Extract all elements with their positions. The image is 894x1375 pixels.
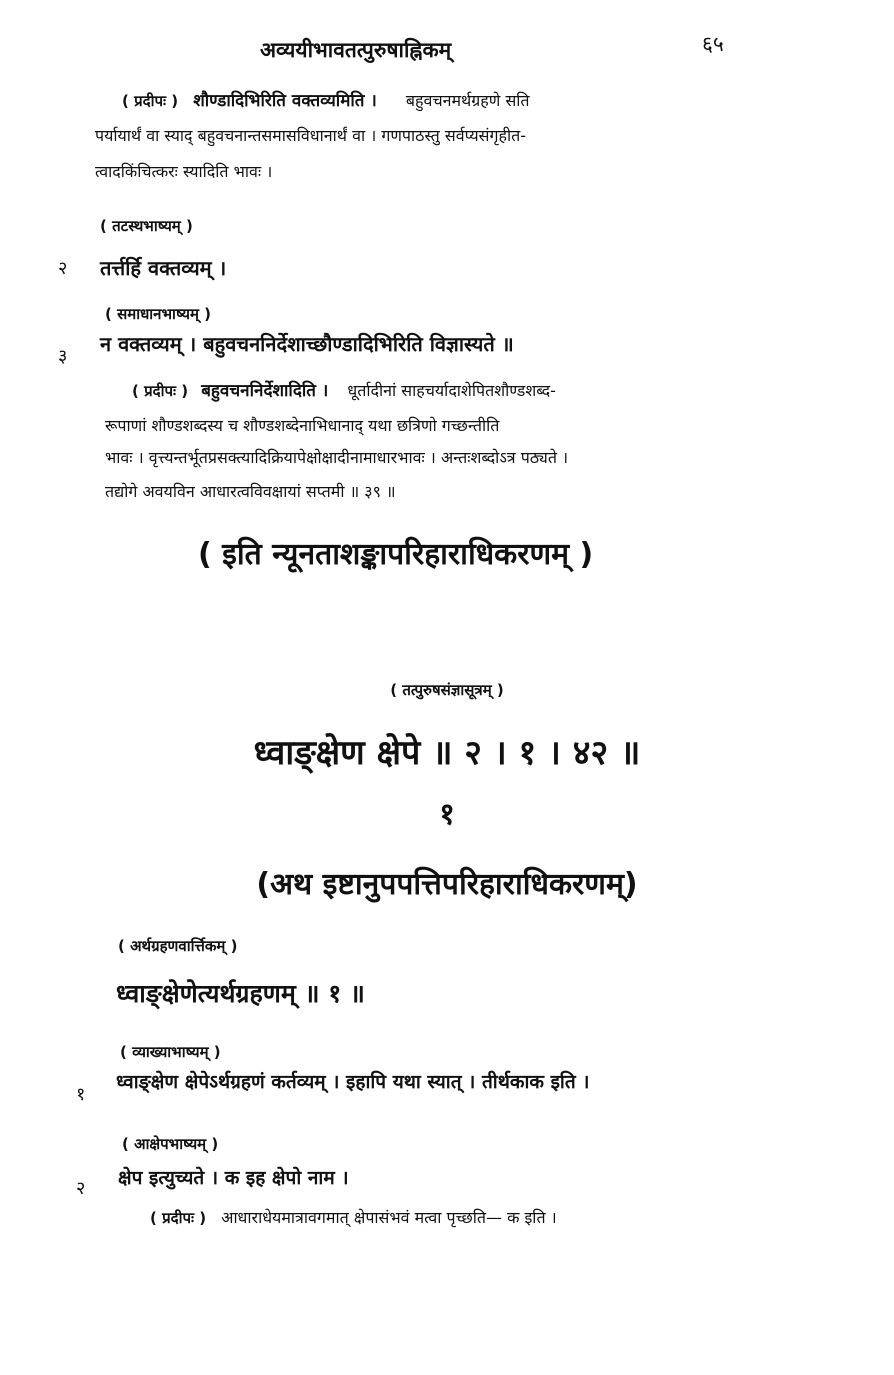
pradipa-text: आधाराधेयमात्रावगमात् क्षेपासंभवं मत्वा पृच्छति— क इति । [221,1208,557,1227]
pradipa-tag: ( प्रदीपः ) [132,382,189,400]
pradipa-2-line-2: रूपाणां शौण्डशब्दस्य च शौण्डशब्देनाभिधानाद् यथा छत्रिणो गच्छन्तीति [105,416,500,435]
pradipa-tag: ( प्रदीपः ) [122,92,179,110]
pradipa-tag: ( प्रदीपः ) [150,1209,207,1227]
pradipa-lead: बहुवचननिर्देशादिति । [201,381,329,401]
pradipa-text: धूर्तादीनां साहचर्यादाशेपितशौण्डशब्द- [347,381,556,400]
pradipa-1-first-line [122,88,530,111]
page-number: ६५ [702,32,724,56]
bhashya-line-2: तर्त्तर्हि वक्तव्यम् । [100,256,227,280]
item-number-3: ३ [58,346,68,367]
pradipa-3 [150,1206,557,1228]
varttika-text: ध्वाङ्क्षेणेत्यर्थग्रहणम् ॥ १ ॥ [116,979,365,1008]
pradipa-2-first-line [132,378,556,401]
label-akshepa-bhashya: ( आक्षेपभाष्यम् ) [122,1135,219,1153]
pradipa-1-line-2: पर्यायार्थं वा स्याद् बहुवचनान्तसमासविधानार्थं वा । गणपाठस्तु सर्वप्यसंगृहीत- [95,126,527,145]
running-title: अव्ययीभावतत्पुरुषाह्निकम् [260,38,452,62]
adhikarana-title: (अथ इष्टानुपपत्तिपरिहाराधिकरणम्) [256,867,638,902]
pradipa-2-line-4: तद्योगे अवयविन आधारत्वविवक्षायां सप्तमी ॥ ३९ ॥ [105,482,396,501]
pradipa-1-line-3: त्वादकिंचित्करः स्यादिति भावः । [95,162,273,181]
label-vyakhya-bhashya: ( व्याख्याभाष्यम् ) [120,1043,221,1061]
vyakhya-line-1: ध्वाङ्क्षेण क्षेपेऽर्थग्रहणं कर्तव्यम् । इहापि यथा स्यात् । तीर्थकाक इति । [116,1071,590,1093]
pradipa-text: बहुवचनमर्थग्रहणे सति [405,91,530,110]
item-number-2b: २ [76,1178,86,1199]
item-number-1: १ [76,1084,86,1105]
label-samadhana-bhashya: ( समाधानभाष्यम् ) [105,305,212,323]
label-sutra: ( तत्पुरुषसंज्ञासूत्रम् ) [390,681,504,699]
label-tatastha-bhashya: ( तटस्थभाष्यम् ) [100,217,193,235]
adhikarana-closing: ( इति न्यूनताशङ्कापरिहाराधिकरणम् ) [198,537,594,572]
akshepa-line-2: क्षेप इत्युच्यते । क इह क्षेपो नाम । [118,1167,349,1189]
bhashya-line-3: न वक्तव्यम् । बहुवचननिर्देशाच्छौण्डादिभिरिति विज्ञास्यते ॥ [100,332,514,356]
adhikarana-number: १ [439,797,455,832]
pradipa-lead: शौण्डादिभिरिति वक्तव्यमिति । [193,91,377,111]
pradipa-2-line-3: भावः । वृत्त्यन्तर्भूतप्रसक्त्यादिक्रियापेक्षोक्षादीनामाधारभावः । अन्तःशब्दोऽत्र पठ्यते । [105,448,569,467]
item-number-2: २ [58,258,68,279]
sutra-text: ध्वाङ्क्षेण क्षेपे ॥ २ । १ । ४२ ॥ [253,733,641,773]
label-varttika: ( अर्थग्रहणवार्त्तिकम् ) [118,937,238,955]
